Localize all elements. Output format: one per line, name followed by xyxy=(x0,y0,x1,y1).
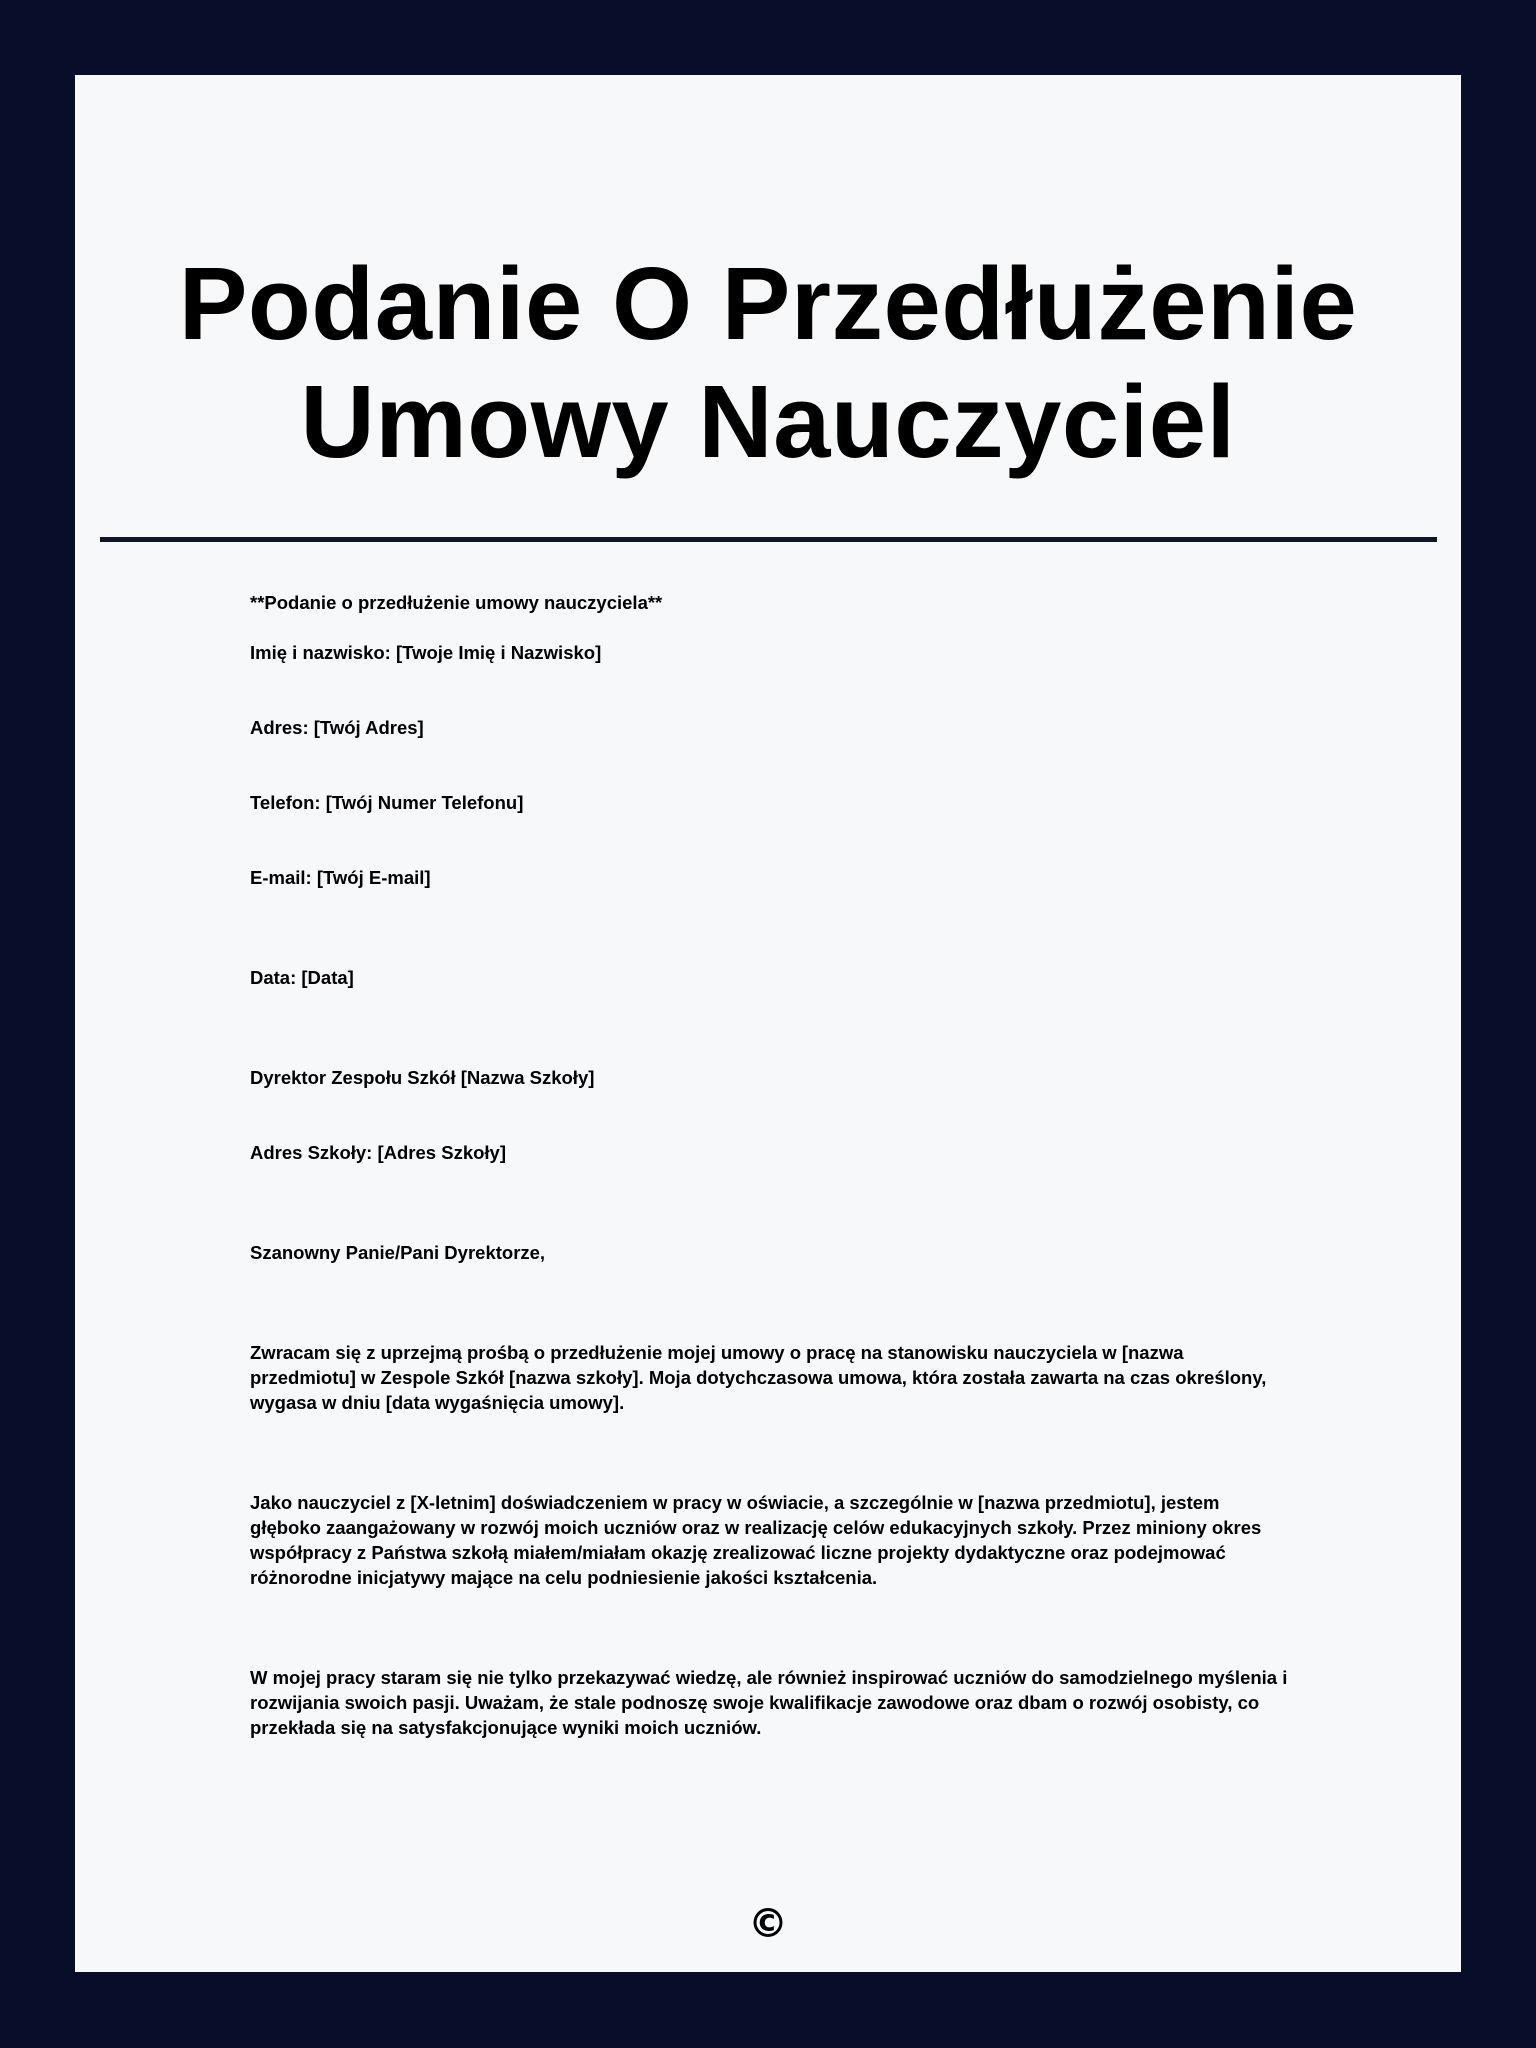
date-line: Data: [Data] xyxy=(250,967,354,988)
copyright-icon: © xyxy=(748,1901,788,1947)
paragraph-experience: Jako nauczyciel z [X-letnim] doświadczeniem w pracy w oświacie, a szczególnie w [nazwa przedmiotu], jestem głęboko zaangażowany w rozwój moich uczniów oraz w realizację celów edukacyjnych szkoły. Przez miniony okres współpracy z Państwa szkołą miałem/miałam okazję zrealizować liczne projekty dydaktyczne oraz podejmować różnorodne inicjatywy mające na celu podniesienie jakości kształcenia. xyxy=(250,1492,1262,1588)
address-line: Adres: [Twój Adres] xyxy=(250,717,424,738)
recipient-line: Dyrektor Zespołu Szkół [Nazwa Szkoły] xyxy=(250,1067,595,1088)
email-line: E-mail: [Twój E-mail] xyxy=(250,867,431,888)
paragraph-request: Zwracam się z uprzejmą prośbą o przedłużenie mojej umowy o pracę na stanowisku nauczyciela w [nazwa przedmiotu] w Zespole Szkół [nazwa szkoły]. Moja dotychczasowa umowa, która została zawarta na czas określony, wygasa w dniu [data wygaśnięcia umowy]. xyxy=(250,1342,1267,1413)
phone-line: Telefon: [Twój Numer Telefonu] xyxy=(250,792,524,813)
school-address-line: Adres Szkoły: [Adres Szkoły] xyxy=(250,1142,506,1163)
document-title: Podanie O Przedłużenie Umowy Nauczyciel xyxy=(178,246,1358,479)
paragraph-work: W mojej pracy staram się nie tylko przekazywać wiedzę, ale również inspirować uczniów do samodzielnego myślenia i rozwijania swoich pasji. Uważam, że stale podnoszę swoje kwalifikacje zawodowe oraz dbam o rozwój osobisty, co przekłada się na satysfakcjonujące wyniki moich uczniów. xyxy=(250,1667,1288,1738)
title-divider xyxy=(100,537,1437,542)
name-line: Imię i nazwisko: [Twoje Imię i Nazwisko] xyxy=(250,642,602,663)
document-heading: **Podanie o przedłużenie umowy nauczyciela** xyxy=(250,592,663,613)
document-page xyxy=(75,75,1461,1972)
salutation: Szanowny Panie/Pani Dyrektorze, xyxy=(250,1242,546,1263)
